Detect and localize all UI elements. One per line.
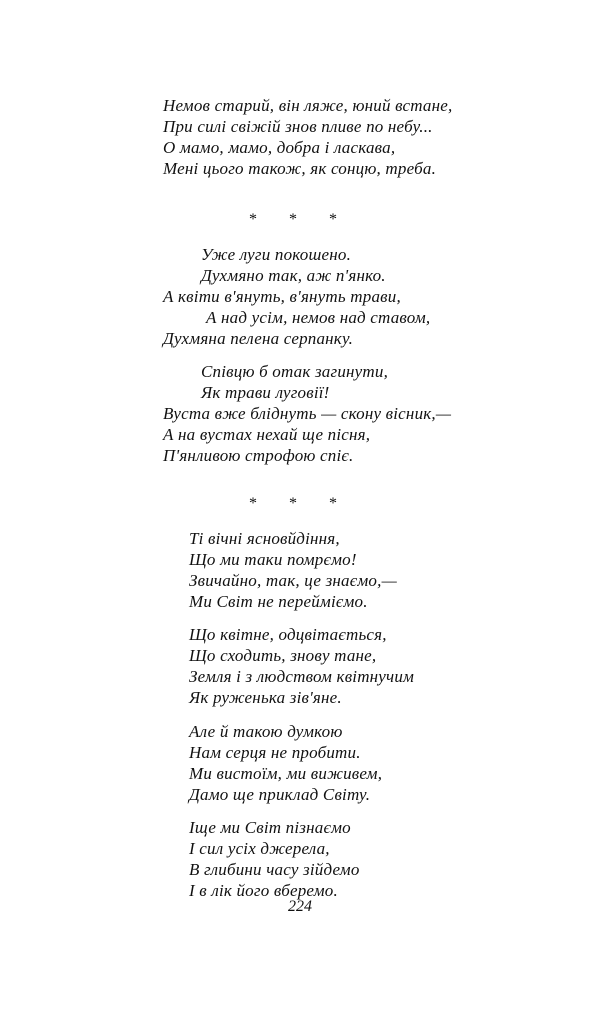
poem-line: І в лік його вберемо. [189,881,338,900]
poem-line: Немов старий, він ляже, юний встане, [163,96,453,115]
poem-line: О мамо, мамо, добра і ласкава, [163,138,396,157]
poem-line: Ми Світ не перейміємо. [189,592,368,611]
poem-line: Але й такою думкою [189,722,343,741]
poem-line: Дамо ще приклад Світу. [189,785,371,804]
poem-line: Звичайно, так, це знаємо,— [189,571,397,590]
poem-line: Що квітне, одцвітається, [189,625,387,644]
poem-line: І сил усіх джерела, [189,839,330,858]
poem-line: П'янливою строфою спіє. [163,446,354,465]
poem-line: Мені цього також, як сонцю, треба. [163,159,437,178]
poem-line: Духмяно так, аж п'янко. [201,266,386,285]
section-separator: * * * [249,495,351,512]
poem-line: Ми вистоїм, ми виживем, [189,764,383,783]
page-number: 224 [288,898,312,915]
poem-line: Вуста вже бліднуть — скону вісник,— [163,404,452,423]
poem-line: А на вустах нехай ще пісня, [163,425,371,444]
poem-line: Земля і з людством квітнучим [189,667,415,686]
poem-line: Що сходить, знову тане, [189,646,377,665]
poem-line: Уже луги покошено. [201,245,352,264]
poem-line: А квіти в'януть, в'януть трави, [163,287,401,306]
poem-line: В глибини часу зійдемо [189,860,360,879]
section-separator: * * * [249,211,351,228]
poem-line: А над усім, немов над ставом, [206,308,431,327]
poem-line: Що ми таки помрємо! [189,550,357,569]
poem-line: Духмяна пелена серпанку. [163,329,354,348]
poem-line: Співцю б отак загинути, [201,362,389,381]
poem-line: При силі свіжій знов пливе по небу... [163,117,433,136]
poem-line: Нам серця не пробити. [189,743,361,762]
poem-line: Іще ми Світ пізнаємо [189,818,351,837]
poem-line: Ті вічні ясновйдіння, [189,529,340,548]
poem-line: Як руженька зів'яне. [189,688,342,707]
poem-line: Як трави луговії! [201,383,330,402]
